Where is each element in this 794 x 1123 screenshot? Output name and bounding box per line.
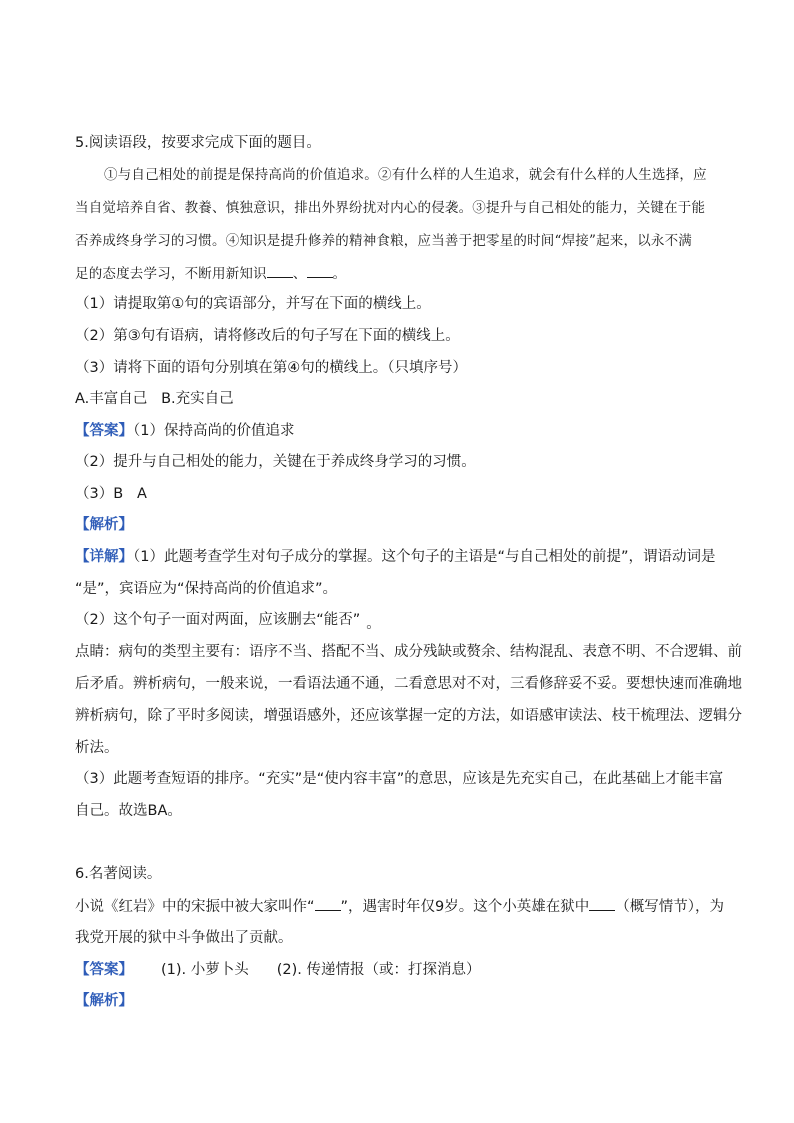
fill-blank-1[interactable] xyxy=(267,263,293,278)
detail-period: 。 xyxy=(366,616,381,632)
tip-line-4: 析法。 xyxy=(75,740,119,756)
passage-comma: 、 xyxy=(292,266,307,282)
answer-tag: 【答案】 xyxy=(75,423,133,439)
question-6-title: 6.名著阅读。 xyxy=(75,866,162,882)
q6-text-2: ”，遇害时年仅9岁。这个小英雄在狱中 xyxy=(340,899,590,915)
q6-text-line-2: 我党开展的狱中斗争做出了贡献。 xyxy=(75,930,293,946)
sub-question-1: （1）请提取第①句的宾语部分，并写在下面的横线上。 xyxy=(75,296,431,312)
question-5-title: 5.阅读语段，按要求完成下面的题目。 xyxy=(75,135,321,151)
detail-text-1: （1）此题考查学生对句子成分的掌握。这个句子的主语是“与自己相处的前提”，谓语动词是 xyxy=(133,549,716,565)
q6-answer-tag: 【答案】 xyxy=(75,962,133,978)
tip-line-3: 辨析病句，除了平时多阅读，增强语感外，还应该掌握一定的方法，如语感审读法、枝干梳理法、逻辑分 xyxy=(75,708,742,724)
detail-line-2: “是”，宾语应为“保持高尚的价值追求”。 xyxy=(75,581,338,597)
q6-text-line-1 xyxy=(75,896,724,917)
q6-answer-1: (1). 小萝卜头 xyxy=(161,962,249,978)
detail3-line-1: （3）此题考查短语的排序。“充实”是“使内容丰富”的意思，应该是先充实自己，在此基础上才能丰富 xyxy=(75,771,724,787)
q6-blank-1[interactable] xyxy=(315,896,341,911)
passage-line-4 xyxy=(75,263,346,284)
answer-line-1 xyxy=(75,421,294,441)
sub-question-3: （3）请将下面的语句分别填在第④句的横线上。（只填序号） xyxy=(75,360,467,376)
q6-text-3: （概写情节），为 xyxy=(615,899,725,915)
options-line: A.丰富自己 B.充实自己 xyxy=(75,391,234,407)
sub-question-2: （2）第③句有语病，请将修改后的句子写在下面的横线上。 xyxy=(75,328,460,344)
detail-line-1 xyxy=(75,547,716,567)
detail-text-3: （2）这个句子一面对两面，应该删去“能否” xyxy=(75,612,361,628)
q6-answer-line xyxy=(75,960,481,980)
q6-answer-2: (2). 传递情报（或：打探消息） xyxy=(276,962,481,978)
q6-blank-2[interactable] xyxy=(589,896,615,911)
passage-line-4-text: 足的态度去学习，不断用新知识 xyxy=(75,266,267,282)
passage-period: 。 xyxy=(332,266,347,282)
passage-line-3: 否养成终身学习的习惯。④知识是提升修养的精神食粮，应当善于把零星的时间“焊接”起来，以永不满 xyxy=(75,233,693,249)
q6-text-1: 小说《红岩》中的宋振中被大家叫作“ xyxy=(75,899,315,915)
analysis-tag: 【解析】 xyxy=(75,517,133,533)
answer-3: （3）B A xyxy=(75,486,147,502)
q6-analysis-tag: 【解析】 xyxy=(75,993,133,1009)
tip-line-2: 后矛盾。辨析病句，一般来说，一看语法通不通，二看意思对不对，三看修辞妥不妥。要想快速而准确地 xyxy=(75,676,742,692)
answer-1: （1）保持高尚的价值追求 xyxy=(133,423,295,439)
detail3-line-2: 自己。故选BA。 xyxy=(75,803,182,819)
passage-line-2: 当自觉培养自省、教養、慎独意识，排出外界纷扰对内心的侵袭。③提升与自己相处的能力，关键在于能 xyxy=(75,200,706,216)
detail-line-3 xyxy=(75,610,381,630)
answer-2: （2）提升与自己相处的能力，关键在于养成终身学习的习惯。 xyxy=(75,454,476,470)
detail-tag: 【详解】 xyxy=(75,549,133,565)
fill-blank-2[interactable] xyxy=(307,263,333,278)
tip-line-1: 点睛：病句的类型主要有：语序不当、搭配不当、成分残缺或赘余、结构混乱、表意不明、不合逻辑、前 xyxy=(75,644,742,660)
passage-line-1: ①与自己相处的前提是保持高尚的价值追求。②有什么样的人生追求，就会有什么样的人生选择，应 xyxy=(104,167,707,183)
